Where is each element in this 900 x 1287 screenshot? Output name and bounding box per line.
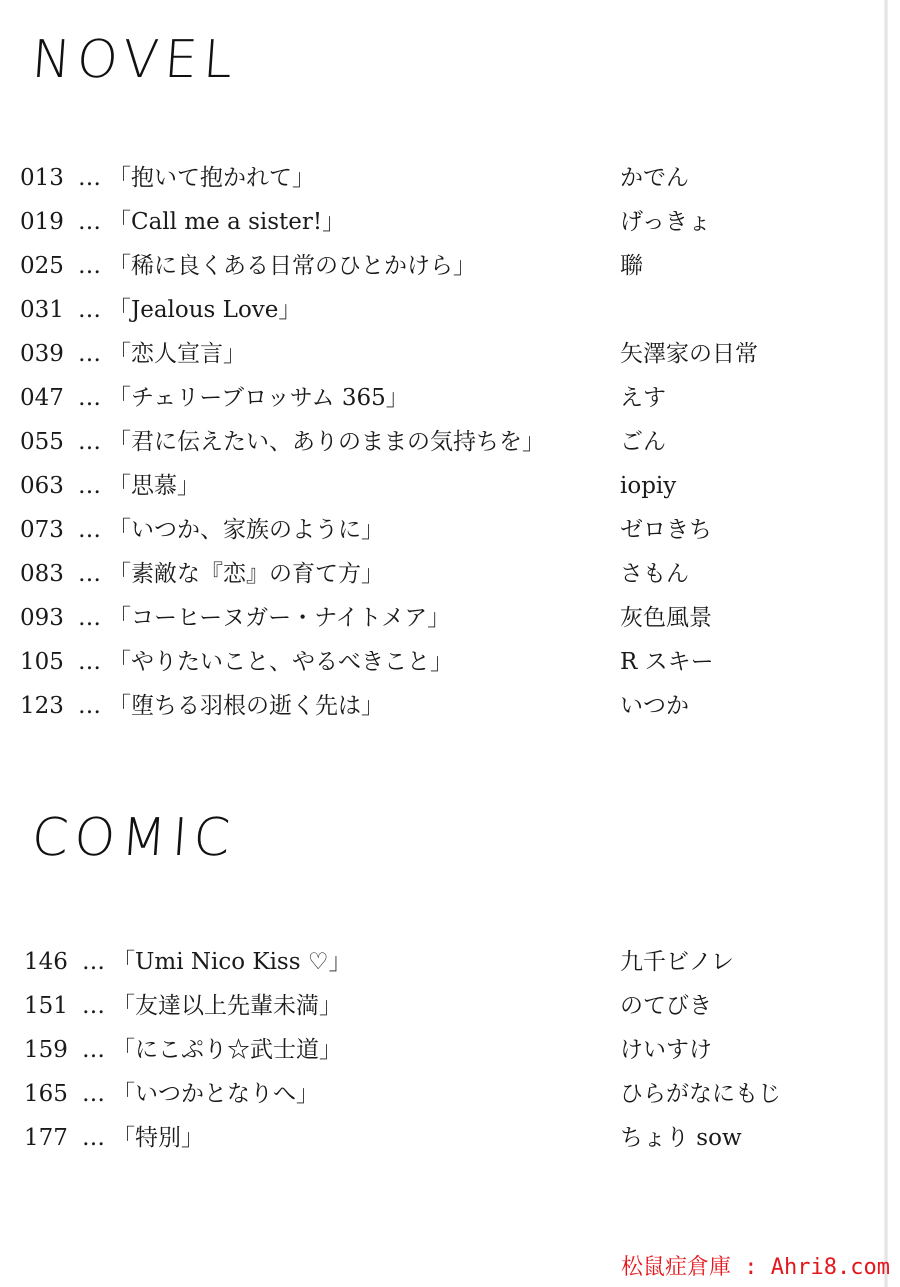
leader-dots: … bbox=[82, 1037, 105, 1063]
page-number: 019 bbox=[20, 209, 64, 235]
toc-row bbox=[0, 156, 860, 200]
story-title: 「友達以上先輩未満」 bbox=[112, 993, 342, 1019]
author-name: ごん bbox=[620, 429, 666, 455]
page-number: 146 bbox=[24, 949, 68, 975]
story-title: 「コーヒーヌガー・ナイトメア」 bbox=[108, 605, 451, 631]
author-name: 灰色風景 bbox=[620, 605, 712, 631]
leader-dots: … bbox=[82, 949, 105, 975]
page-number: 093 bbox=[20, 605, 64, 631]
author-name: のてびき bbox=[620, 993, 712, 1019]
author-name: iopiy bbox=[620, 473, 677, 499]
author-name: いつか bbox=[620, 693, 689, 719]
author-name: 聯 bbox=[620, 253, 643, 279]
story-title: 「チェリーブロッサム 365」 bbox=[108, 385, 409, 411]
page-number: 055 bbox=[20, 429, 64, 455]
story-title: 「Call me a sister!」 bbox=[108, 209, 346, 235]
page-edge-shadow bbox=[884, 0, 888, 1287]
page-number: 123 bbox=[20, 693, 64, 719]
leader-dots: … bbox=[78, 429, 101, 455]
leader-dots: … bbox=[82, 1125, 105, 1151]
toc-row bbox=[0, 984, 860, 1028]
leader-dots: … bbox=[78, 341, 101, 367]
leader-dots: … bbox=[78, 649, 101, 675]
story-title: 「やりたいこと、やるべきこと」 bbox=[108, 649, 453, 675]
page-number: 063 bbox=[20, 473, 64, 499]
page-number: 159 bbox=[24, 1037, 68, 1063]
author-name: えす bbox=[620, 385, 666, 411]
novel-heading: NOVEL bbox=[29, 30, 241, 90]
comic-heading: COMIC bbox=[29, 808, 238, 868]
leader-dots: … bbox=[78, 561, 101, 587]
page-number: 039 bbox=[20, 341, 64, 367]
story-title: 「君に伝えたい、ありのままの気持ちを」 bbox=[108, 429, 545, 455]
leader-dots: … bbox=[82, 1081, 105, 1107]
story-title: 「いつか、家族のように」 bbox=[108, 517, 384, 543]
author-name: さもん bbox=[620, 561, 689, 587]
leader-dots: … bbox=[78, 209, 101, 235]
leader-dots: … bbox=[82, 993, 105, 1019]
author-name: R スキー bbox=[620, 649, 714, 675]
author-name: 矢澤家の日常 bbox=[620, 341, 758, 367]
story-title: 「素敵な『恋』の育て方」 bbox=[108, 561, 384, 587]
leader-dots: … bbox=[78, 385, 101, 411]
story-title: 「Umi Nico Kiss ♡」 bbox=[112, 949, 352, 975]
toc-row bbox=[0, 940, 860, 984]
story-title: 「堕ちる羽根の逝く先は」 bbox=[108, 693, 384, 719]
toc-row bbox=[0, 420, 860, 464]
page-number: 105 bbox=[20, 649, 64, 675]
story-title: 「特別」 bbox=[112, 1125, 204, 1151]
toc-row bbox=[0, 376, 860, 420]
toc-row bbox=[0, 684, 860, 728]
story-title: 「にこぷり☆武士道」 bbox=[112, 1037, 342, 1063]
toc-row bbox=[0, 596, 860, 640]
toc-row bbox=[0, 552, 860, 596]
author-name: 九千ビノレ bbox=[620, 949, 734, 975]
page-number: 031 bbox=[20, 297, 64, 323]
leader-dots: … bbox=[78, 297, 101, 323]
page-number: 151 bbox=[24, 993, 68, 1019]
page-number: 025 bbox=[20, 253, 64, 279]
author-name: ゼロきち bbox=[620, 517, 712, 543]
leader-dots: … bbox=[78, 253, 101, 279]
toc-row bbox=[0, 1072, 860, 1116]
leader-dots: … bbox=[78, 605, 101, 631]
author-name: ひらがなにもじ bbox=[620, 1081, 781, 1107]
author-name: かでん bbox=[620, 165, 689, 191]
toc-row bbox=[0, 464, 860, 508]
toc-row bbox=[0, 508, 860, 552]
toc-row bbox=[0, 1116, 860, 1160]
story-title: 「恋人宣言」 bbox=[108, 341, 246, 367]
toc-row bbox=[0, 1028, 860, 1072]
page-number: 177 bbox=[24, 1125, 68, 1151]
leader-dots: … bbox=[78, 165, 101, 191]
toc-row bbox=[0, 640, 860, 684]
page-number: 165 bbox=[24, 1081, 68, 1107]
page-number: 047 bbox=[20, 385, 64, 411]
story-title: 「抱いて抱かれて」 bbox=[108, 165, 315, 191]
watermark-text: 松鼠症倉庫 : Ahri8.com bbox=[621, 1255, 890, 1280]
story-title: 「Jealous Love」 bbox=[108, 297, 302, 323]
novel-toc-list bbox=[0, 156, 860, 728]
toc-row bbox=[0, 288, 860, 332]
story-title: 「いつかとなりへ」 bbox=[112, 1081, 319, 1107]
page-number: 073 bbox=[20, 517, 64, 543]
toc-row bbox=[0, 332, 860, 376]
leader-dots: … bbox=[78, 517, 101, 543]
author-name: けいすけ bbox=[620, 1037, 712, 1063]
author-name: げっきょ bbox=[620, 209, 711, 235]
toc-row bbox=[0, 200, 860, 244]
leader-dots: … bbox=[78, 693, 101, 719]
story-title: 「思慕」 bbox=[108, 473, 200, 499]
page-number: 013 bbox=[20, 165, 64, 191]
comic-toc-list bbox=[0, 940, 860, 1160]
toc-row bbox=[0, 244, 860, 288]
leader-dots: … bbox=[78, 473, 101, 499]
author-name: ちょり sow bbox=[620, 1125, 742, 1151]
page-number: 083 bbox=[20, 561, 64, 587]
story-title: 「稀に良くある日常のひとかけら」 bbox=[108, 253, 476, 279]
